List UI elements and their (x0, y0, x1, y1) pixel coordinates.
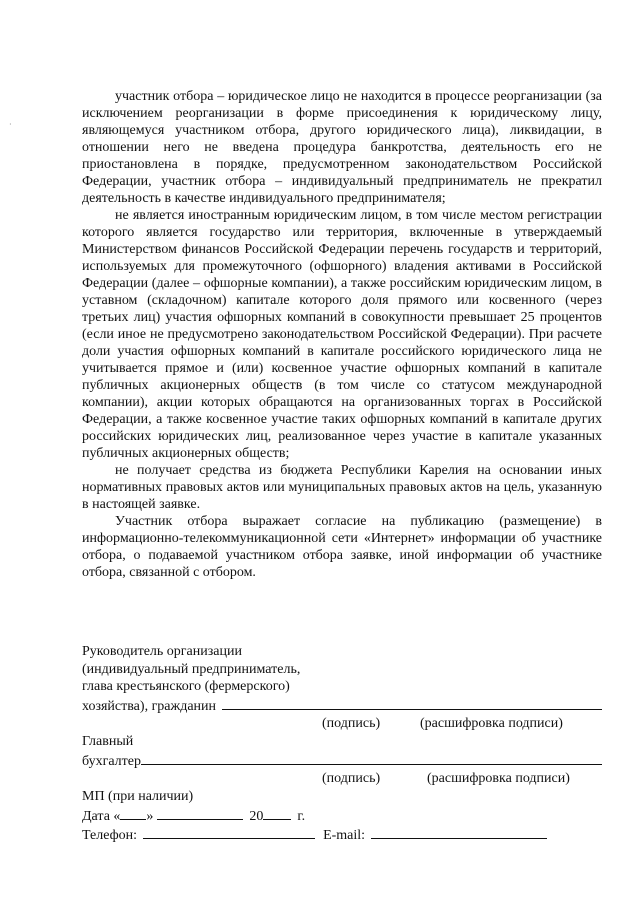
accountant-label: бухгалтер (82, 753, 141, 769)
head-label-line: хозяйства), гражданин (82, 698, 217, 714)
head-label-line: (индивидуальный предприниматель, (82, 661, 301, 677)
document-body (82, 88, 602, 581)
accountant-signature-captions (82, 770, 602, 788)
head-label-line: глава крестьянского (фермерского) (82, 679, 290, 694)
date-suffix: г. (297, 808, 306, 824)
date-year-field[interactable] (263, 806, 291, 820)
signature-block (82, 643, 602, 845)
accountant-signature-row (82, 751, 602, 771)
date-month-field[interactable] (157, 806, 243, 820)
head-signature-field[interactable] (222, 696, 602, 710)
signature-caption: (подпись) (322, 716, 381, 731)
phone-label: Телефон: (82, 828, 138, 843)
paragraph-reorganization: участник отбора – юридическое лицо не находится в процессе реорганизации (за исключением реорганизации в форме присоединения к юридическому лицу, являющемуся участником отбора, другого юридического лица), ликвидации, в отношении него не введена процедура банкротства, деятельность его не приостановлена в порядке, предусмотренном законодательством Российской Федерации, участник отбора – индивидуальный предприниматель не прекратил деятельность в качестве индивидуального предпринимателя; (82, 89, 602, 206)
head-signature-row (82, 696, 602, 716)
email-label: E-mail: (323, 828, 366, 843)
stamp-label: МП (при наличии) (82, 789, 194, 804)
date-row (82, 806, 602, 826)
head-label-line: Руководитель организации (82, 644, 242, 659)
paragraph-offshore: не является иностранным юридическим лицом, в том числе местом регистрации которого является государство или территория, включенные в утверждаемый Министерством финансов Российской Федерации перечень государств и территорий, используемых для промежуточного (офшорного) владения активами в Российской Федерации (далее – офшорные компании), а также российским юридическим лицом, в уставном (складочном) капитале которого доля прямого или косвенного (через третьих лиц) участия офшорных компаний в совокупности превышает 25 процентов (если иное не предусмотрено законодательством Российской Федерации). При расчете доли участия офшорных компаний в капитале российского юридического лица не учитывается прямое и (или) косвенное участие офшорных компаний в капитале публичных акционерных обществ (в том числе со статусом международной компании), акции которых обращаются на организованных торгах в Российской Федерации, а также косвенное участие таких офшорных компаний в капитале других российских юридических лиц, реализованное через участие в капитале указанных публичных акционерных обществ; (82, 208, 602, 461)
paragraph-budget-funds: не получает средства из бюджета Республики Карелия на основании иных нормативных правовых актов или муниципальных правовых актов на цель, указанную в настоящей заявке. (82, 463, 602, 512)
phone-field[interactable] (143, 825, 315, 839)
paragraph-publication-consent: Участник отбора выражает согласие на публикацию (размещение) в информационно-телекоммуникационной сети «Интернет» информации об участнике отбора, о подаваемой участником отбора заявке, иной информации об участнике отбора, связанной с отбором. (82, 514, 602, 580)
date-year-prefix: 20 (249, 808, 264, 824)
signature-caption: (подпись) (322, 771, 381, 786)
accountant-label: Главный (82, 734, 134, 749)
accountant-signature-field[interactable] (141, 751, 602, 765)
decoding-caption: (расшифровка подписи) (420, 716, 563, 731)
head-signature-captions (82, 715, 602, 733)
email-field[interactable] (371, 825, 547, 839)
date-close-quote: » (146, 808, 154, 824)
contacts-row (82, 825, 602, 845)
decoding-caption: (расшифровка подписи) (427, 771, 570, 786)
date-label: Дата « (82, 808, 121, 824)
date-day-field[interactable] (120, 806, 146, 820)
scan-mark: · (9, 120, 12, 129)
